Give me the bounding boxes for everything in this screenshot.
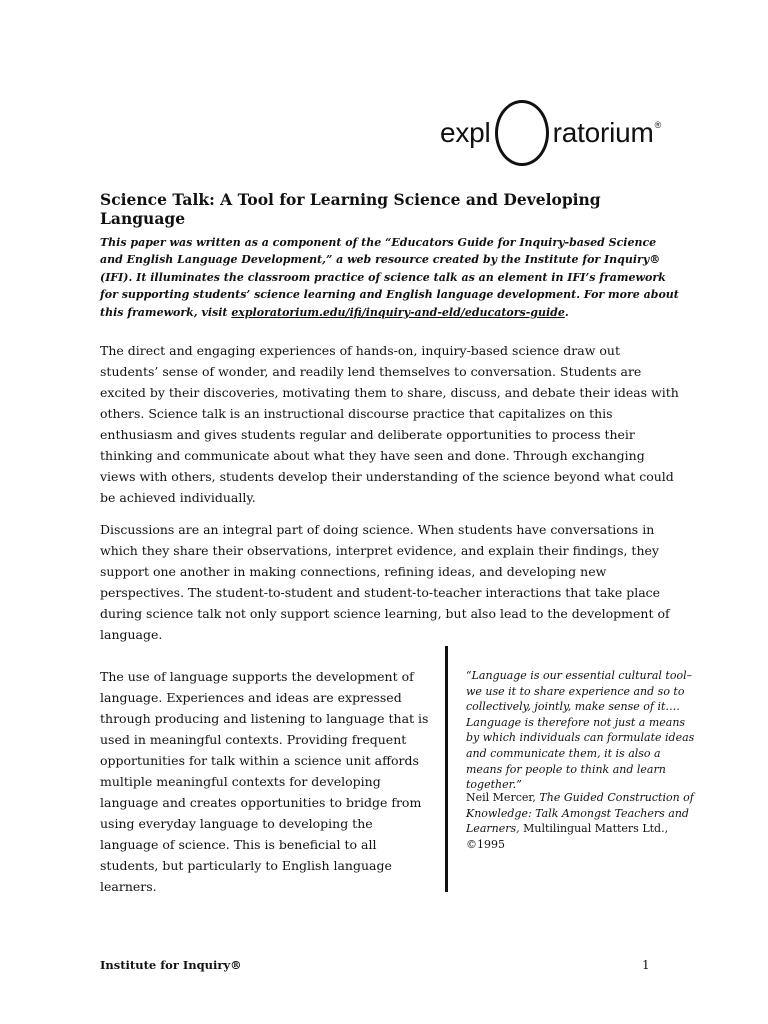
body-paragraph-2: Discussions are an integral part of doing science. When students have conversations in which they share their observations, interpret evidence, and explain their findings, they support one another in making connections, refining ideas, and developing new perspectives. The student-to-student and student-to-teacher interactions that take place during science talk not only support science learning, but also lead to the development of language.: [100, 522, 670, 642]
exploratorium-logo: [440, 100, 661, 166]
registered-mark: ®: [654, 120, 662, 130]
footer-organization: Institute for Inquiry®: [100, 958, 242, 972]
logo-text-prefix: expl: [440, 117, 491, 148]
column-divider: [445, 646, 448, 892]
page-number: 1: [642, 958, 650, 972]
citation-work: The Guided Construction of Knowledge: Talk Amongst Teachers and Learners,: [466, 791, 694, 836]
citation-publisher: Multilingual Matters Ltd., ©1995: [466, 822, 669, 851]
intro-text: This paper was written as a component of the “Educators Guide for Inquiry-based Science and English Language Development,” a web resource created by the Institute for Inquiry® (IFI). It illuminates the classroom practice of science talk as an element in IFI’s framework for supporting students’ science learning and English language development. For more about this framework, visit: [100, 236, 679, 319]
logo-text-suffix: ratorium: [552, 117, 654, 148]
intro-end: .: [564, 305, 569, 319]
body-paragraph-3: The use of language supports the development of language. Experiences and ideas are expressed through producing and listening to language that is used in meaningful contexts. Providing frequent opportunities for talk within a science unit affords multiple meaningful contexts for developing language and creates opportunities to bridge from using everyday language to developing the language of science. This is beneficial to all students, but particularly to English language learners.: [100, 669, 429, 894]
logo-ring-icon: [495, 100, 549, 166]
quote-citation: [466, 790, 696, 852]
document-title: Science Talk: A Tool for Learning Science and Developing Language: [100, 190, 601, 228]
educators-guide-link[interactable]: exploratorium.edu/ifi/inquiry-and-eld/educators-guide: [231, 305, 565, 319]
body-paragraph-1: The direct and engaging experiences of hands-on, inquiry-based science draw out students’ sense of wonder, and readily lend themselves to conversation. Students are excited by their discoveries, motivating them to share, discuss, and debate their ideas with others. Science talk is an instructional discourse practice that capitalizes on this enthusiasm and gives students regular and deliberate opportunities to process their thinking and communicate about what they have seen and done. Through exchanging views with others, students develop their understanding of the science beyond what could be achieved individually.: [100, 343, 679, 505]
citation-author: Neil Mercer,: [466, 791, 540, 804]
pull-quote: “Language is our essential cultural tool–we use it to share experience and so to collectively, jointly, make sense of it…. Language is therefore not just a means by which individuals can formulate ideas and communicate them, it is also a means for people to think and learn together.”: [466, 669, 695, 792]
intro-note: [100, 234, 680, 321]
